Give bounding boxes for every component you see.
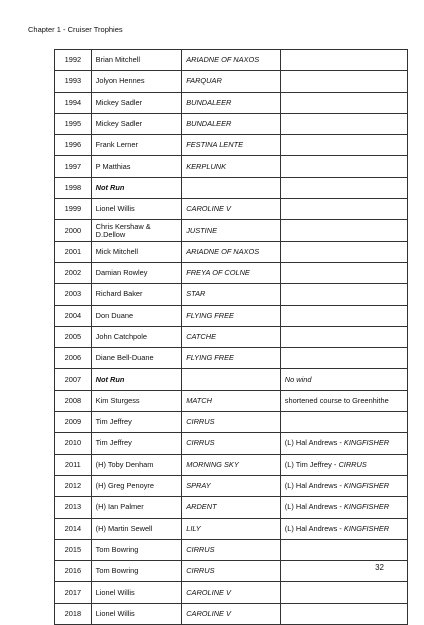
- name-cell: Mick Mitchell: [91, 241, 182, 262]
- table-row: [55, 199, 408, 220]
- note-cell: [280, 50, 407, 71]
- boat-cell: FREYA OF COLNE: [182, 262, 281, 283]
- name-cell: Tom Bowring: [91, 561, 182, 582]
- year-cell: 2000: [55, 220, 92, 241]
- year-cell: 1998: [55, 177, 92, 198]
- table-row: [55, 390, 408, 411]
- table-row: [55, 241, 408, 262]
- note-cell: [280, 497, 407, 518]
- note-cell: [280, 582, 407, 603]
- note-cell: [280, 113, 407, 134]
- year-cell: 1999: [55, 199, 92, 220]
- table-row: [55, 369, 408, 390]
- year-cell: 2010: [55, 433, 92, 454]
- name-cell: (H) Toby Denham: [91, 454, 182, 475]
- note-cell: [280, 135, 407, 156]
- year-cell: 2016: [55, 561, 92, 582]
- note-prefix: (L) Tim Jeffrey -: [284, 459, 339, 469]
- boat-cell: CATCHE: [182, 326, 281, 347]
- boat-cell: ARIADNE OF NAXOS: [182, 50, 281, 71]
- boat-cell: CIRRUS: [182, 433, 281, 454]
- boat-cell: ARDENT: [182, 497, 281, 518]
- year-cell: 1996: [55, 135, 92, 156]
- year-cell: 1994: [55, 92, 92, 113]
- note-cell: [280, 305, 407, 326]
- boat-cell: MORNING SKY: [182, 454, 281, 475]
- name-cell: Diane Bell-Duane: [91, 348, 182, 369]
- boat-cell: CIRRUS: [182, 412, 281, 433]
- table-row: [55, 454, 408, 475]
- table-row: [55, 135, 408, 156]
- note-boat: CIRRUS: [338, 459, 367, 469]
- table-row: [55, 262, 408, 283]
- name-cell: Mickey Sadler: [91, 113, 182, 134]
- note-cell: [280, 475, 407, 496]
- name-cell: Kim Sturgess: [91, 390, 182, 411]
- table-row: [55, 518, 408, 539]
- note-prefix: (L) Hal Andrews -: [284, 438, 344, 448]
- name-cell: Brian Mitchell: [91, 50, 182, 71]
- boat-cell: FESTINA LENTE: [182, 135, 281, 156]
- boat-cell: KERPLUNK: [182, 156, 281, 177]
- year-cell: 2018: [55, 603, 92, 624]
- note-cell: [280, 348, 407, 369]
- table-row: [55, 71, 408, 92]
- note-prefix: (L) Hal Andrews -: [284, 481, 344, 491]
- boat-cell: BUNDALEER: [182, 92, 281, 113]
- boat-cell: ARIADNE OF NAXOS: [182, 241, 281, 262]
- boat-cell: [182, 177, 281, 198]
- name-cell: John Catchpole: [91, 326, 182, 347]
- note-cell: [280, 454, 407, 475]
- table-row: [55, 582, 408, 603]
- boat-cell: FARQUAR: [182, 71, 281, 92]
- name-cell: Richard Baker: [91, 284, 182, 305]
- trophy-table: [54, 49, 408, 625]
- note-boat: KINGFISHER: [343, 502, 390, 512]
- table-row: [55, 475, 408, 496]
- table-row: [55, 348, 408, 369]
- note-cell: [280, 412, 407, 433]
- page-number: 32: [375, 563, 384, 572]
- name-cell: Chris Kershaw & D.Dellow: [91, 220, 182, 241]
- note-cell: [280, 177, 407, 198]
- table-row: [55, 433, 408, 454]
- year-cell: 2001: [55, 241, 92, 262]
- boat-cell: MATCH: [182, 390, 281, 411]
- boat-cell: LILY: [182, 518, 281, 539]
- note-cell: [280, 262, 407, 283]
- table-row: [55, 220, 408, 241]
- name-cell: Don Duane: [91, 305, 182, 326]
- table-row: [55, 177, 408, 198]
- name-cell: Tim Jeffrey: [91, 412, 182, 433]
- note-cell: [280, 518, 407, 539]
- year-cell: 1993: [55, 71, 92, 92]
- boat-cell: CAROLINE V: [182, 582, 281, 603]
- year-cell: 1992: [55, 50, 92, 71]
- boat-cell: FLYING FREE: [182, 348, 281, 369]
- boat-cell: BUNDALEER: [182, 113, 281, 134]
- year-cell: 2017: [55, 582, 92, 603]
- note-cell: shortened course to Greenhithe: [280, 390, 407, 411]
- table-row: [55, 92, 408, 113]
- note-cell: [280, 220, 407, 241]
- name-cell: Lionel Willis: [91, 199, 182, 220]
- table-row: [55, 561, 408, 582]
- year-cell: 2015: [55, 539, 92, 560]
- note-cell: [280, 71, 407, 92]
- name-cell: Mickey Sadler: [91, 92, 182, 113]
- name-cell: Tom Bowring: [91, 539, 182, 560]
- name-cell: Lionel Willis: [91, 582, 182, 603]
- year-cell: 2005: [55, 326, 92, 347]
- note-cell: [280, 539, 407, 560]
- boat-cell: CIRRUS: [182, 539, 281, 560]
- note-prefix: (L) Hal Andrews -: [284, 523, 344, 533]
- name-cell: Not Run: [91, 177, 182, 198]
- note-cell: [280, 284, 407, 305]
- year-cell: 2007: [55, 369, 92, 390]
- name-cell: Jolyon Hennes: [91, 71, 182, 92]
- note-cell: [280, 326, 407, 347]
- name-cell: (H) Martin Sewell: [91, 518, 182, 539]
- table-row: [55, 412, 408, 433]
- name-cell: Lionel Willis: [91, 603, 182, 624]
- boat-cell: CIRRUS: [182, 561, 281, 582]
- year-cell: 1995: [55, 113, 92, 134]
- note-cell: [280, 561, 407, 582]
- table-row: [55, 539, 408, 560]
- name-cell: P Matthias: [91, 156, 182, 177]
- year-cell: 2013: [55, 497, 92, 518]
- year-cell: 2012: [55, 475, 92, 496]
- table-row: [55, 305, 408, 326]
- name-cell: Frank Lerner: [91, 135, 182, 156]
- name-cell: (H) Ian Palmer: [91, 497, 182, 518]
- note-cell: No wind: [280, 369, 407, 390]
- year-cell: 2009: [55, 412, 92, 433]
- name-cell: Damian Rowley: [91, 262, 182, 283]
- note-boat: KINGFISHER: [343, 523, 390, 533]
- boat-cell: SPRAY: [182, 475, 281, 496]
- table-row: [55, 113, 408, 134]
- table-row: [55, 50, 408, 71]
- year-cell: 2014: [55, 518, 92, 539]
- note-prefix: (L) Hal Andrews -: [284, 502, 344, 512]
- table-row: [55, 284, 408, 305]
- year-cell: 2004: [55, 305, 92, 326]
- boat-cell: CAROLINE V: [182, 603, 281, 624]
- name-cell: Tim Jeffrey: [91, 433, 182, 454]
- boat-cell: STAR: [182, 284, 281, 305]
- year-cell: 2011: [55, 454, 92, 475]
- note-cell: [280, 92, 407, 113]
- table-row: [55, 603, 408, 624]
- note-boat: KINGFISHER: [343, 481, 390, 491]
- year-cell: 2008: [55, 390, 92, 411]
- note-boat: KINGFISHER: [343, 438, 390, 448]
- table-row: [55, 497, 408, 518]
- chapter-header: Chapter 1 - Cruiser Trophies: [28, 25, 123, 34]
- year-cell: 2003: [55, 284, 92, 305]
- note-cell: [280, 241, 407, 262]
- note-cell: [280, 199, 407, 220]
- table-row: [55, 156, 408, 177]
- name-cell: (H) Greg Penoyre: [91, 475, 182, 496]
- boat-cell: [182, 369, 281, 390]
- boat-cell: FLYING FREE: [182, 305, 281, 326]
- note-cell: [280, 156, 407, 177]
- year-cell: 1997: [55, 156, 92, 177]
- note-cell: [280, 433, 407, 454]
- year-cell: 2002: [55, 262, 92, 283]
- boat-cell: CAROLINE V: [182, 199, 281, 220]
- table-row: [55, 326, 408, 347]
- name-cell: Not Run: [91, 369, 182, 390]
- year-cell: 2006: [55, 348, 92, 369]
- boat-cell: JUSTINE: [182, 220, 281, 241]
- note-cell: [280, 603, 407, 624]
